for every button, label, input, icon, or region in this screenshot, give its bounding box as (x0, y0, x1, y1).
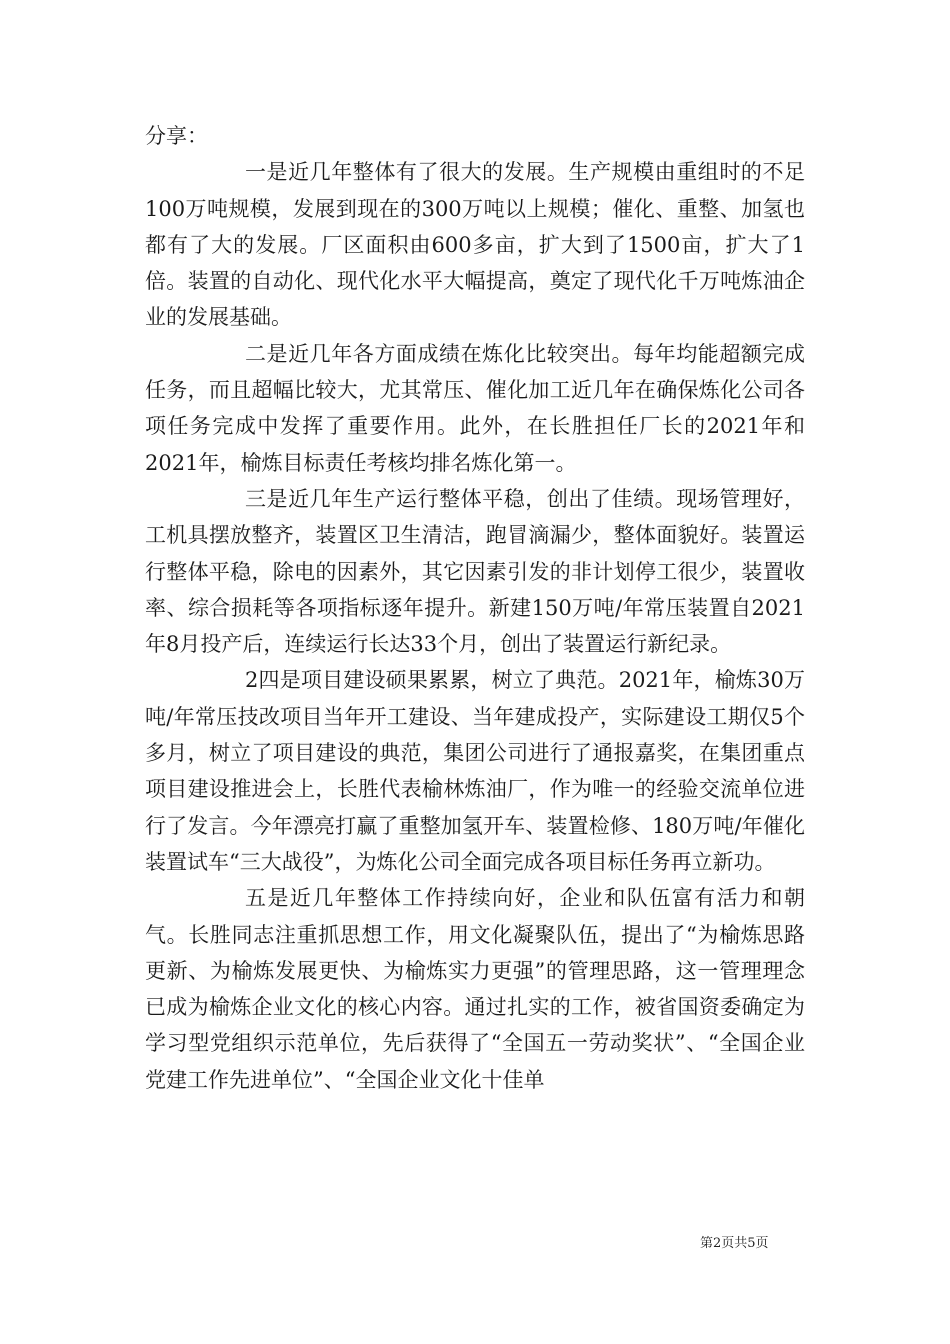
body-text (145, 118, 805, 1098)
paragraph-2: 二是近几年各方面成绩在炼化比较突出。每年均能超额完成任务，而且超幅比较大，尤其常压、催化加工近几年在确保炼化公司各项任务完成中发挥了重要作用。此外，在长胜担任厂长的2021年和2021年，榆炼目标责任考核均排名炼化第一。 (145, 341, 805, 475)
lead-text: 分享： (145, 124, 208, 148)
paragraph-5: 五是近几年整体工作持续向好，企业和队伍富有活力和朝气。长胜同志注重抓思想工作，用文化凝聚队伍，提出了“为榆炼思路更新、为榆炼发展更快、为榆炼实力更强”的管理思路，这一管理理念已成为榆炼企业文化的核心内容。通过扎实的工作，被省国资委确定为学习型党组织示范单位，先后获得了“全国五一劳动奖状”、“全国企业党建工作先进单位”、“全国企业文化十佳单 (145, 886, 805, 1092)
page-number: 第2页共5页 (700, 1236, 769, 1251)
paragraph-1: 一是近几年整体有了很大的发展。生产规模由重组时的不足100万吨规模，发展到现在的300万吨以上规模；催化、重整、加氢也都有了大的发展。厂区面积由600多亩，扩大到了1500亩，扩大了1倍。装置的自动化、现代化水平大幅提高，奠定了现代化千万吨炼油企业的发展基础。 (145, 160, 805, 330)
paragraph-3: 三是近几年生产运行整体平稳，创出了佳绩。现场管理好，工机具摆放整齐，装置区卫生清洁，跑冒滴漏少，整体面貌好。装置运行整体平稳，除电的因素外，其它因素引发的非计划停工很少，装置收率、综合损耗等各项指标逐年提升。新建150万吨/年常压装置自2021年8月投产后，连续运行长达33个月，创出了装置运行新纪录。 (145, 486, 805, 657)
paragraph-4: 2四是项目建设硕果累累，树立了典范。2021年，榆炼30万吨/年常压技改项目当年开工建设、当年建成投产，实际建设工期仅5个多月，树立了项目建设的典范，集团公司进行了通报嘉奖，在集团重点项目建设推进会上，长胜代表榆林炼油厂，作为唯一的经验交流单位进行了发言。今年漂亮打赢了重整加氢开车、装置检修、180万吨/年催化装置试车“三大战役”，为炼化公司全面完成各项目标任务再立新功。 (145, 668, 805, 874)
